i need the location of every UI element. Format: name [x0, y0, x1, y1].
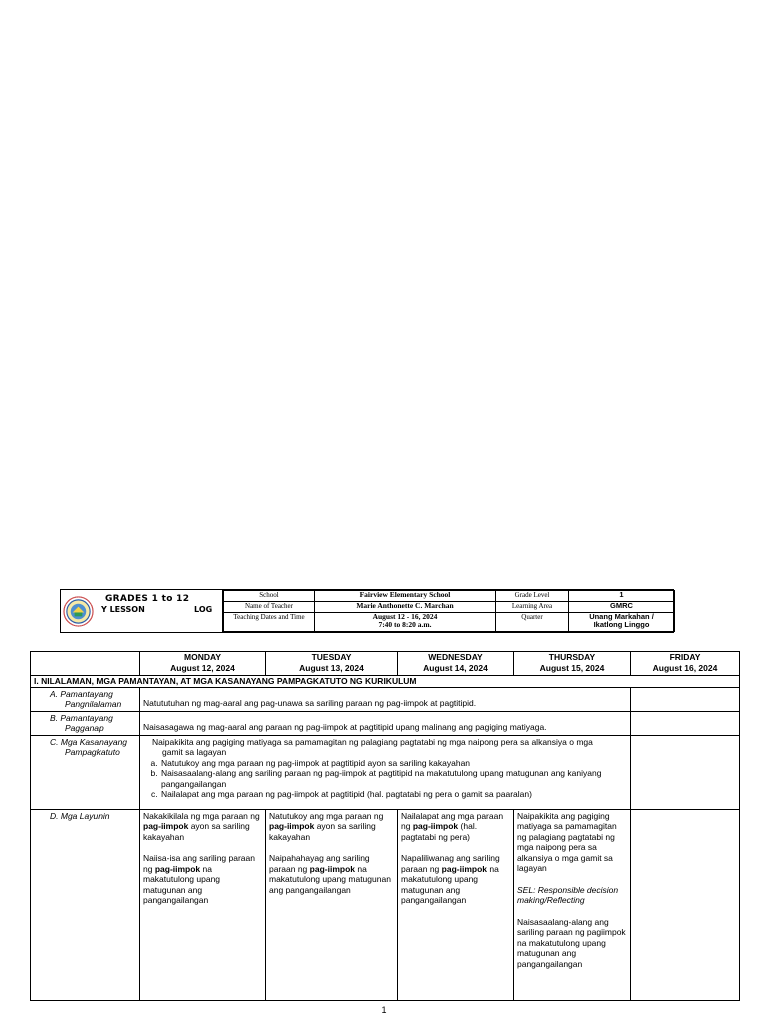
deped-seal-logo: [63, 596, 94, 627]
days-header-row: [31, 652, 740, 676]
objective-paragraph: Naisasaalang-alang ang sariling paraan ng pagiimpok na makatutulong upang matugunan ang pangangailangan: [517, 916, 626, 969]
info-label: Quarter: [496, 613, 569, 632]
info-label: Name of Teacher: [224, 602, 315, 613]
row-mga-layunin: [31, 809, 740, 1000]
title-log: LOG: [194, 605, 213, 614]
row-label: B. Pamantayang Pagganap: [31, 711, 140, 735]
info-value-quarter: [569, 613, 675, 632]
objectives-wednesday: [398, 809, 514, 1000]
dll-title-block: [61, 590, 223, 632]
info-row-school: [224, 591, 675, 602]
info-value-grade-level: 1: [569, 591, 675, 602]
info-row-dates: [224, 613, 675, 632]
content-standard-text: Natututuhan ng mag-aaral ang pag-unawa sa sariling paraan ng pag-iimpok at pagtitipid.: [140, 687, 631, 711]
objective-paragraph: Nailalapat ang mga paraan ng pag-iimpok (hal. pagtatabi ng pera): [401, 810, 504, 842]
info-value-quarter-line1: Unang Markahan /: [589, 612, 654, 621]
competency-item: a. Natutukoy ang mga paraan ng pag-iimpok at pagtitipid ayon sa sariling kakayahan: [160, 758, 627, 769]
title-daily-lesson: Y LESSON: [101, 605, 145, 614]
info-value-dates: [315, 613, 496, 632]
objective-paragraph: Napaliliwanag ang sariling paraan ng pag-iimpok na makatutulong upang matugunan ang pangangailangan: [401, 853, 500, 905]
info-label: School: [224, 591, 315, 602]
competency-item: c. Nailalapat ang mga paraan ng pag-iimpok at pagtitipid (hal. pagtatabi ng pera o gamit sa paaralan): [160, 789, 627, 800]
competency-item: b. Naisasaalang-alang ang sariling paraan ng pag-iimpok at pagtitipid na makatutulong upang matugunan ang kaniyang pangangailangan: [160, 768, 627, 789]
day-header-tuesday: TUESDAY August 13, 2024: [266, 652, 398, 676]
day-header-monday: MONDAY August 12, 2024: [140, 652, 266, 676]
objective-paragraph: Natutukoy ang mga paraan ng pag-iimpok ayon sa sariling kakayahan: [269, 810, 384, 842]
info-label: Grade Level: [496, 591, 569, 602]
learning-competencies: [140, 735, 631, 809]
info-value-quarter-line2: Ikatlong Linggo: [593, 620, 650, 629]
competency-intro: Naipakikita ang pagiging matiyaga sa pamamagitan ng palagiang pagtatabi ng mga naipong pera sa alkansiya o mga: [152, 736, 593, 747]
info-value-school: Fairview Elementary School: [315, 591, 496, 602]
info-label: Learning Area: [496, 602, 569, 613]
section-title: I. NILALAMAN, MGA PAMANTAYAN, AT MGA KASANAYANG PAMPAGKATUTO NG KURIKULUM: [31, 676, 740, 688]
friday-cell: [631, 735, 740, 809]
objectives-thursday: [514, 809, 631, 1000]
friday-cell: [631, 711, 740, 735]
objectives-tuesday: [266, 809, 398, 1000]
info-value-learning-area: GMRC: [569, 602, 675, 613]
objective-paragraph: Naipahahayag ang sariling paraan ng pag-iimpok na makatutulong upang matugunan ang pangangailangan: [269, 853, 391, 895]
info-value-time: 7:40 to 8:20 a.m.: [378, 620, 432, 629]
friday-cell: [631, 687, 740, 711]
lesson-plan-table: [30, 651, 740, 1001]
dll-header: [60, 589, 674, 633]
info-value-dates-line1: August 12 - 16, 2024: [372, 612, 438, 621]
info-label: Teaching Dates and Time: [224, 613, 315, 632]
section-title-row: [31, 676, 740, 688]
day-header-thursday: THURSDAY August 15, 2024: [514, 652, 631, 676]
sel-note: SEL: Responsible decision making/Reflecting: [517, 884, 619, 905]
row-label: D. Mga Layunin: [31, 809, 140, 1000]
objective-paragraph: Naipakikita ang pagiging matiyaga sa pamamagitan ng palagiang pagtatabi ng mga naipong pera sa alkansiya o mga gamit sa lagayan: [517, 810, 617, 873]
row-pamantayang-pangnilalaman: [31, 687, 740, 711]
row-label: C. Mga Kasanayang Pampagkatuto: [31, 735, 140, 809]
competency-list: [143, 758, 627, 800]
day-header-friday: FRIDAY August 16, 2024: [631, 652, 740, 676]
page-number: 1: [381, 1005, 387, 1015]
objective-paragraph: Nakakikilala ng mga paraan ng pag-iimpok ayon sa sariling kakayahan: [143, 810, 260, 842]
dll-info-table: [223, 590, 675, 632]
objectives-monday: [140, 809, 266, 1000]
blank-header: [31, 652, 140, 676]
objectives-friday: [631, 809, 740, 1000]
info-value-teacher: Marie Anthonette C. Marchan: [315, 602, 496, 613]
row-kasanayang-pampagkatuto: [31, 735, 740, 809]
competency-intro-cont: gamit sa lagayan: [162, 747, 227, 757]
day-header-wednesday: WEDNESDAY August 14, 2024: [398, 652, 514, 676]
info-row-teacher: [224, 602, 675, 613]
row-pamantayang-pagganap: [31, 711, 740, 735]
row-label: A. Pamantayang Pangnilalaman: [31, 687, 140, 711]
performance-standard-text: Naisasagawa ng mag-aaral ang paraan ng pag-iimpok at pagtitipid upang malinang ang pagiging matiyaga.: [140, 711, 631, 735]
objective-paragraph: Naiisa-isa ang sariling paraan ng pag-iimpok na makatutulong upang matugunan ang pangangailangan: [143, 853, 255, 905]
title-grades: GRADES 1 to 12: [105, 594, 190, 604]
